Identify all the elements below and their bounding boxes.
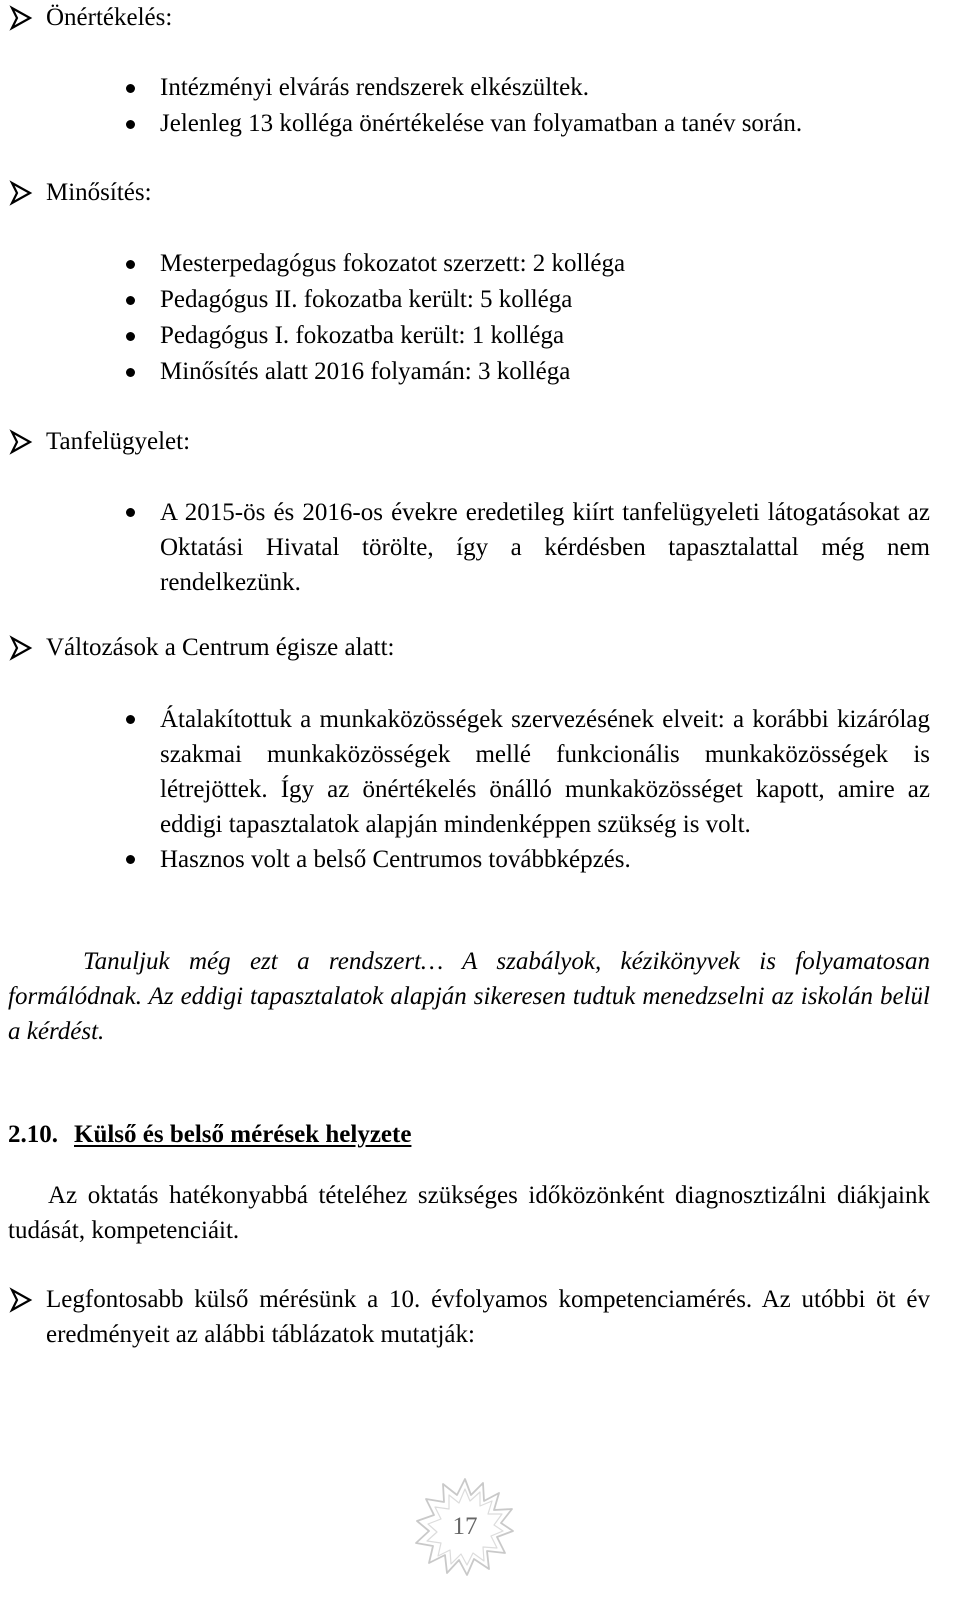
section-heading-text: Önértékelés: [46, 4, 173, 31]
list-item: Hasznos volt a belső Centrumos továbbképzés. [122, 842, 930, 877]
bullet-dot [126, 120, 135, 129]
body-paragraph: Az oktatás hatékonyabbá tételéhez szükséges időközönként diagnosztizálni diákjaink tudását, kompetenciáit. [8, 1182, 930, 1244]
bullet-dot [126, 715, 135, 724]
section-heading-text: Változások a Centrum égisze alatt: [46, 634, 395, 661]
arrow-bullet-icon [8, 1287, 34, 1313]
list-item: Jelenleg 13 kolléga önértékelése van folyamatban a tanév során. [122, 106, 930, 142]
section-heading-minosites [8, 175, 152, 211]
list-item: Pedagógus I. fokozatba került: 1 kolléga [122, 318, 930, 354]
list-item: A 2015-ös és 2016-os évekre eredetileg kiírt tanfelügyeleti látogatásokat az Oktatási Hivatal törölte, így a kérdésben tapasztalattal még nem rendelkezünk. [122, 495, 930, 600]
section-heading-text: Minősítés: [46, 179, 152, 206]
subsection-number: 2.10. [8, 1121, 58, 1148]
list-item: Minősítés alatt 2016 folyamán: 3 kolléga [122, 354, 930, 390]
bullet-list-tanfelugyelet [122, 495, 930, 600]
list-item: Mesterpedagógus fokozatot szerzett: 2 kolléga [122, 246, 930, 282]
bullet-list-valtozasok [122, 702, 930, 877]
bullet-list-onertekeles [122, 70, 930, 142]
bullet-dot [126, 84, 135, 93]
list-item: Intézményi elvárás rendszerek elkészültek. [122, 70, 930, 106]
section-heading-valtozasok [8, 630, 395, 666]
bullet-dot [126, 332, 135, 341]
subsection-title: Külső és belső mérések helyzete [74, 1121, 412, 1148]
arrow-bullet-icon [8, 180, 34, 206]
arrow-bullet-icon [8, 635, 34, 661]
page-number-badge [413, 1475, 517, 1579]
section-heading-onertekeles [8, 0, 172, 36]
bullet-list-minosites [122, 246, 930, 390]
bullet-dot [126, 508, 135, 517]
bullet-dot [126, 296, 135, 305]
subsection-heading [8, 1117, 411, 1153]
bullet-dot [126, 260, 135, 269]
bullet-dot [126, 855, 135, 864]
list-item: Átalakítottuk a munkaközösségek szervezésének elveit: a korábbi kizárólag szakmai munkaközösségek mellé funkcionális munkaközösségek is létrejöttek. Így az önértékelés önálló munkaközösséget kapott, amire az eddigi tapasztalatok alapján mindenképpen szükség is volt. [122, 702, 930, 842]
section-heading-tanfelugyelet [8, 424, 190, 460]
arrow-bullet-icon [8, 5, 34, 31]
page-number: 17 [452, 1513, 478, 1540]
list-item: Pedagógus II. fokozatba került: 5 kolléga [122, 282, 930, 318]
italic-paragraph: Tanuljuk még ezt a rendszert… A szabályok, kézikönyvek is folyamatosan formálódnak. Az eddigi tapasztalatok alapján sikeresen tudtuk menedzselni az iskolán belül a kérdést. [8, 948, 930, 1045]
arrow-item-text: Legfontosabb külső mérésünk a 10. évfolyamos kompetenciamérés. Az utóbbi öt év eredményeit az alábbi táblázatok mutatják: [46, 1286, 930, 1348]
bullet-dot [126, 368, 135, 377]
section-heading-text: Tanfelügyelet: [46, 428, 191, 455]
arrow-bullet-icon [8, 429, 34, 455]
arrow-item-legfontosabb [8, 1282, 930, 1352]
